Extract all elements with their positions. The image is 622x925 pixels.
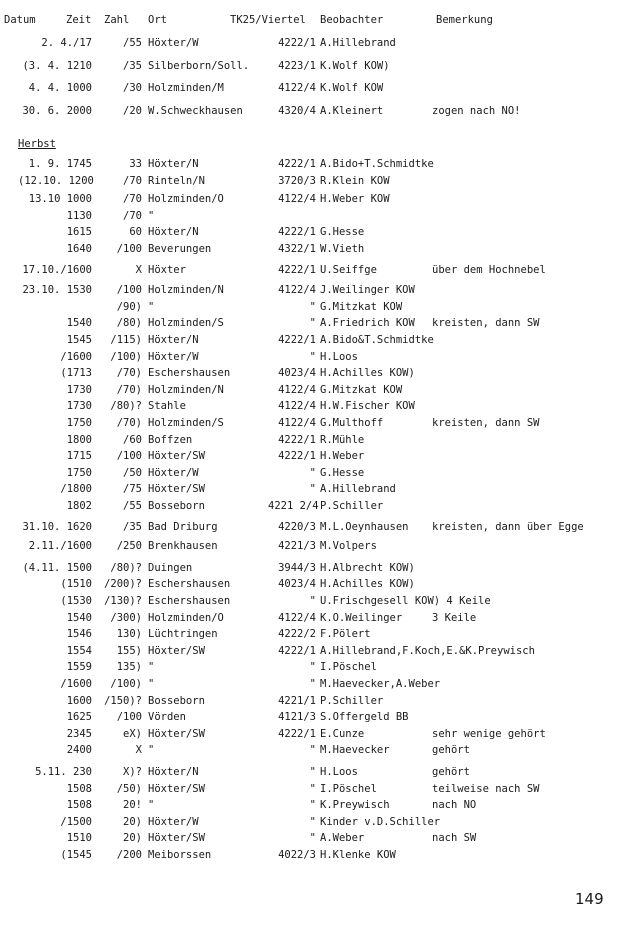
cell-tk-viertel: 4222/1 [278,727,316,740]
cell-bemerkung: kreisten, dann SW [432,417,540,429]
cell-beobachter: H.W.Fischer KOW [320,400,415,413]
cell-datum-zeit: (1713 [60,367,92,380]
cell-beobachter: A.Hillebrand [320,483,396,496]
cell-tk-viertel: 4122/4 [278,417,316,429]
cell-zahl: /200)? [104,578,142,591]
cell-tk-viertel: 4023/4 [278,578,316,591]
cell-beobachter: H.Weber [320,450,365,463]
cell-zahl: /35 [123,520,142,533]
cell-ort: Holzminden/M [148,82,224,94]
cell-beobachter: K.Preywisch [320,799,390,812]
cell-tk-viertel: 4220/3 [278,520,316,533]
cell-datum-zeit: 1750 [66,466,92,479]
cell-datum-zeit: 4. 4. 1000 [28,82,92,94]
col-header-ort: Ort [148,14,167,26]
cell-ort: Höxter/W [148,350,199,363]
cell-datum-zeit: 1130 [66,209,92,222]
cell-datum-zeit: 2400 [66,744,92,757]
cell-tk-viertel: 4122/4 [278,193,316,206]
cell-ort: Holzminden/S [148,317,224,330]
cell-ort: Holzminden/O [148,611,224,624]
cell-beobachter: G.Hesse [320,466,365,479]
cell-tk-viertel: 4221 2/4 [268,500,319,512]
cell-datum-zeit: 1545 [66,334,92,346]
cell-ort: Höxter/W [148,466,199,479]
cell-zahl: X [135,263,142,276]
cell-tk-viertel: 4222/1 [278,158,316,170]
cell-ort: Duingen [148,561,193,574]
col-header-zeit: Zeit [66,14,92,26]
cell-zahl: /80) [116,317,142,330]
cell-datum-zeit: 13.10 1000 [28,193,92,206]
cell-zahl: 20) [123,832,142,845]
cell-zahl: 20) [123,815,142,828]
cell-beobachter: I.Pöschel [320,782,377,795]
cell-datum-zeit: 23.10. 1530 [22,284,92,297]
cell-tk-viertel: 4222/1 [278,263,316,276]
cell-beobachter: A.Hillebrand [320,37,396,49]
cell-ort: " [148,744,155,757]
cell-beobachter: A.Bido&T.Schmidtke [320,334,434,346]
cell-ort: Höxter/N [148,766,199,778]
cell-tk-viertel: 3944/3 [278,561,316,574]
cell-beobachter: H.Weber KOW [320,193,390,206]
cell-tk-viertel: 4122/4 [278,383,316,396]
cell-tk-viertel: 4122/4 [278,400,316,413]
cell-zahl: /300) [110,611,142,624]
cell-ort: Holzminden/N [148,284,224,297]
cell-datum-zeit: 5.11. 230 [35,766,92,778]
cell-datum-zeit: (12.10. 1200 [18,174,94,187]
cell-tk-viertel: 4320/4 [278,104,316,117]
cell-beobachter: K.Wolf KOW) [320,59,390,72]
cell-tk-viertel: " [309,483,316,496]
cell-bemerkung: sehr wenige gehört [432,727,546,740]
cell-zahl: /50) [116,782,142,795]
cell-beobachter: M.L.Oeynhausen [320,520,409,533]
cell-datum-zeit: 1. 9. 1745 [28,158,92,170]
cell-ort: Silberborn/Soll. [148,59,250,72]
cell-beobachter: E.Cunze [320,727,365,740]
cell-zahl: /115) [110,334,142,346]
cell-tk-viertel: 4222/1 [278,226,316,239]
cell-zahl: /60 [123,433,142,446]
cell-ort: Eschershausen [148,578,231,591]
cell-zahl: 33 [129,158,142,170]
cell-zahl: /100 [116,284,142,297]
cell-zahl: /50 [123,466,142,479]
cell-zahl: 130) [116,628,142,641]
cell-bemerkung: nach NO [432,799,477,812]
cell-zahl: /70 [123,209,142,222]
cell-zahl: /150)? [104,694,142,707]
cell-beobachter: M.Haevecker,A.Weber [320,678,441,690]
cell-beobachter: H.Achilles KOW) [320,367,415,380]
cell-ort: W.Schweckhausen [148,104,243,117]
cell-tk-viertel: " [309,595,316,607]
cell-datum-zeit: 1508 [66,782,92,795]
cell-datum-zeit: /1500 [60,815,92,828]
cell-datum-zeit: 1802 [66,500,92,512]
cell-zahl: /250 [116,540,142,553]
cell-zahl: 155) [116,644,142,657]
cell-ort: Bosseborn [148,500,205,512]
cell-ort: " [148,678,155,690]
cell-ort: Beverungen [148,243,212,255]
cell-ort: Boffzen [148,433,193,446]
cell-ort: Bosseborn [148,694,205,707]
cell-beobachter: G.Multhoff [320,417,384,429]
cell-beobachter: P.Schiller [320,694,384,707]
cell-zahl: eX) [123,727,142,740]
cell-datum-zeit: (1530 [60,595,92,607]
cell-bemerkung: 3 Keile [432,611,477,624]
cell-datum-zeit: 1554 [66,644,92,657]
cell-beobachter: W.Vieth [320,243,365,255]
cell-beobachter: U.Seiffge [320,263,377,276]
cell-ort: Höxter/W [148,815,199,828]
cell-tk-viertel: 4222/1 [278,450,316,463]
cell-tk-viertel: 4222/1 [278,433,316,446]
cell-beobachter: U.Frischgesell KOW) 4 Keile [320,595,491,607]
cell-zahl: /200 [116,849,142,861]
cell-ort: Holzminden/S [148,417,224,429]
cell-datum-zeit: /1600 [60,678,92,690]
cell-ort: Höxter/N [148,334,199,346]
cell-tk-viertel: " [309,678,316,690]
cell-ort: Bad Driburg [148,520,218,533]
cell-tk-viertel: 4221/3 [278,540,316,553]
cell-zahl: /70 [123,193,142,206]
cell-tk-viertel: " [309,799,316,812]
cell-tk-viertel: 4122/4 [278,284,316,297]
cell-datum-zeit: 1600 [66,694,92,707]
cell-beobachter: H.Loos [320,766,358,778]
cell-bemerkung: zogen nach NO! [432,104,521,117]
cell-datum-zeit: 1546 [66,628,92,641]
cell-tk-viertel: " [309,350,316,363]
cell-tk-viertel: 4222/1 [278,37,316,49]
cell-beobachter: F.Pölert [320,628,371,641]
cell-datum-zeit: 1615 [66,226,92,239]
cell-beobachter: S.Offergeld BB [320,711,409,724]
cell-tk-viertel: " [309,661,316,674]
cell-beobachter: M.Haevecker [320,744,390,757]
cell-zahl: /100 [116,450,142,463]
cell-ort: Höxter/SW [148,727,205,740]
cell-zahl: /20 [123,104,142,117]
cell-beobachter: H.Achilles KOW) [320,578,415,591]
col-header-beobachter: Beobachter [320,14,384,26]
cell-datum-zeit: 1508 [66,799,92,812]
cell-zahl: /70) [116,367,142,380]
cell-ort: Holzminden/O [148,193,224,206]
cell-zahl: X)? [123,766,142,778]
cell-beobachter: I.Pöschel [320,661,377,674]
cell-zahl: /130)? [104,595,142,607]
cell-ort: Rinteln/N [148,174,205,187]
cell-zahl: 135) [116,661,142,674]
cell-tk-viertel: 4121/3 [278,711,316,724]
cell-tk-viertel: 4221/1 [278,694,316,707]
cell-tk-viertel: 4223/1 [278,59,316,72]
cell-zahl: /100 [116,243,142,255]
cell-zahl: /70) [116,383,142,396]
col-header-datum: Datum [4,14,36,26]
cell-beobachter: A.Weber [320,832,365,845]
cell-datum-zeit: 31.10. 1620 [22,520,92,533]
cell-beobachter: A.Hillebrand,F.Koch,E.&K.Preywisch [320,644,535,657]
cell-ort: Stahle [148,400,186,413]
cell-datum-zeit: 1510 [66,832,92,845]
cell-tk-viertel: " [309,832,316,845]
cell-ort: Brenkhausen [148,540,218,553]
cell-ort: Holzminden/N [148,383,224,396]
cell-datum-zeit: 1730 [66,383,92,396]
cell-datum-zeit: 1750 [66,417,92,429]
cell-datum-zeit: (1545 [60,849,92,861]
cell-beobachter: G.Hesse [320,226,365,239]
cell-tk-viertel: 4122/4 [278,611,316,624]
cell-datum-zeit: 2. 4./17 [41,37,92,49]
cell-zahl: /30 [123,82,142,94]
cell-ort: Eschershausen [148,367,231,380]
cell-tk-viertel: 4322/1 [278,243,316,255]
cell-bemerkung: kreisten, dann SW [432,317,540,330]
cell-tk-viertel: 3720/3 [278,174,316,187]
col-header-zahl: Zahl [104,14,130,26]
cell-beobachter: J.Weilinger KOW [320,284,415,297]
cell-zahl: /55 [123,37,142,49]
cell-ort: " [148,300,155,313]
cell-tk-viertel: " [309,744,316,757]
cell-bemerkung: über dem Hochnebel [432,263,546,276]
cell-datum-zeit: 1640 [66,243,92,255]
cell-beobachter: A.Bido+T.Schmidtke [320,158,434,170]
cell-beobachter: M.Volpers [320,540,377,553]
cell-ort: Vörden [148,711,186,724]
cell-ort: Meiborssen [148,849,212,861]
col-header-tk: TK25/Viertel [230,14,306,26]
cell-tk-viertel: 4222/2 [278,628,316,641]
cell-zahl: /70 [123,174,142,187]
cell-ort: Höxter/SW [148,782,205,795]
cell-datum-zeit: /1800 [60,483,92,496]
section-heading-herbst: Herbst [18,138,56,150]
cell-bemerkung: nach SW [432,832,477,845]
cell-datum-zeit: 17.10./1600 [22,263,92,276]
cell-tk-viertel: 4222/1 [278,644,316,657]
cell-ort: Höxter [148,263,186,276]
cell-tk-viertel: 4122/4 [278,82,316,94]
cell-ort: Höxter/SW [148,450,205,463]
cell-zahl: /80)? [110,400,142,413]
cell-beobachter: K.Wolf KOW [320,82,384,94]
cell-datum-zeit: 1800 [66,433,92,446]
cell-zahl: /90) [116,300,142,313]
cell-zahl: /35 [123,59,142,72]
cell-beobachter: K.O.Weilinger [320,611,403,624]
cell-zahl: /100) [110,678,142,690]
col-header-bemerkung: Bemerkung [436,14,493,26]
cell-zahl: X [135,744,142,757]
cell-beobachter: G.Mitzkat KOW [320,383,403,396]
cell-datum-zeit: 2345 [66,727,92,740]
cell-beobachter: P.Schiller [320,500,384,512]
cell-datum-zeit: 1625 [66,711,92,724]
cell-beobachter: A.Kleinert [320,104,384,117]
cell-beobachter: Kinder v.D.Schiller [320,815,441,828]
cell-datum-zeit: (3. 4. 1210 [22,59,92,72]
cell-tk-viertel: " [309,466,316,479]
cell-ort: Eschershausen [148,595,231,607]
cell-tk-viertel: " [309,317,316,330]
cell-beobachter: H.Klenke KOW [320,849,396,861]
cell-ort: " [148,209,155,222]
cell-datum-zeit: 1540 [66,611,92,624]
cell-tk-viertel: 4022/3 [278,849,316,861]
cell-datum-zeit: 2.11./1600 [28,540,92,553]
cell-datum-zeit: 1559 [66,661,92,674]
cell-datum-zeit: 30. 6. 2000 [22,104,92,117]
cell-datum-zeit: 1540 [66,317,92,330]
cell-tk-viertel: " [309,782,316,795]
cell-ort: Höxter/N [148,158,199,170]
cell-tk-viertel: 4023/4 [278,367,316,380]
cell-ort: Höxter/W [148,37,199,49]
cell-zahl: /80)? [110,561,142,574]
cell-bemerkung: kreisten, dann über Egge [432,520,584,533]
cell-tk-viertel: 4222/1 [278,334,316,346]
cell-tk-viertel: " [309,815,316,828]
cell-beobachter: H.Loos [320,350,358,363]
cell-bemerkung: teilweise nach SW [432,782,540,795]
cell-ort: Höxter/SW [148,644,205,657]
cell-zahl: /70) [116,417,142,429]
cell-beobachter: R.Mühle [320,433,365,446]
cell-datum-zeit: 1730 [66,400,92,413]
page-number: 149 [575,890,604,908]
cell-ort: Höxter/SW [148,832,205,845]
cell-beobachter: G.Mitzkat KOW [320,300,403,313]
cell-datum-zeit: /1600 [60,350,92,363]
cell-zahl: /55 [123,500,142,512]
cell-tk-viertel: " [309,300,316,313]
cell-bemerkung: gehört [432,744,470,757]
cell-zahl: 20! [123,799,142,812]
cell-zahl: 60 [129,226,142,239]
cell-beobachter: H.Albrecht KOW) [320,561,415,574]
cell-zahl: /100 [116,711,142,724]
cell-ort: Höxter/N [148,226,199,239]
cell-ort: " [148,799,155,812]
cell-ort: " [148,661,155,674]
cell-ort: Höxter/SW [148,483,205,496]
cell-ort: Lüchtringen [148,628,218,641]
cell-beobachter: R.Klein KOW [320,174,390,187]
cell-datum-zeit: 1715 [66,450,92,463]
cell-tk-viertel: " [309,766,316,778]
cell-bemerkung: gehört [432,766,470,778]
cell-datum-zeit: (1510 [60,578,92,591]
cell-zahl: /75 [123,483,142,496]
cell-datum-zeit: (4.11. 1500 [22,561,92,574]
cell-beobachter: A.Friedrich KOW [320,317,415,330]
cell-zahl: /100) [110,350,142,363]
